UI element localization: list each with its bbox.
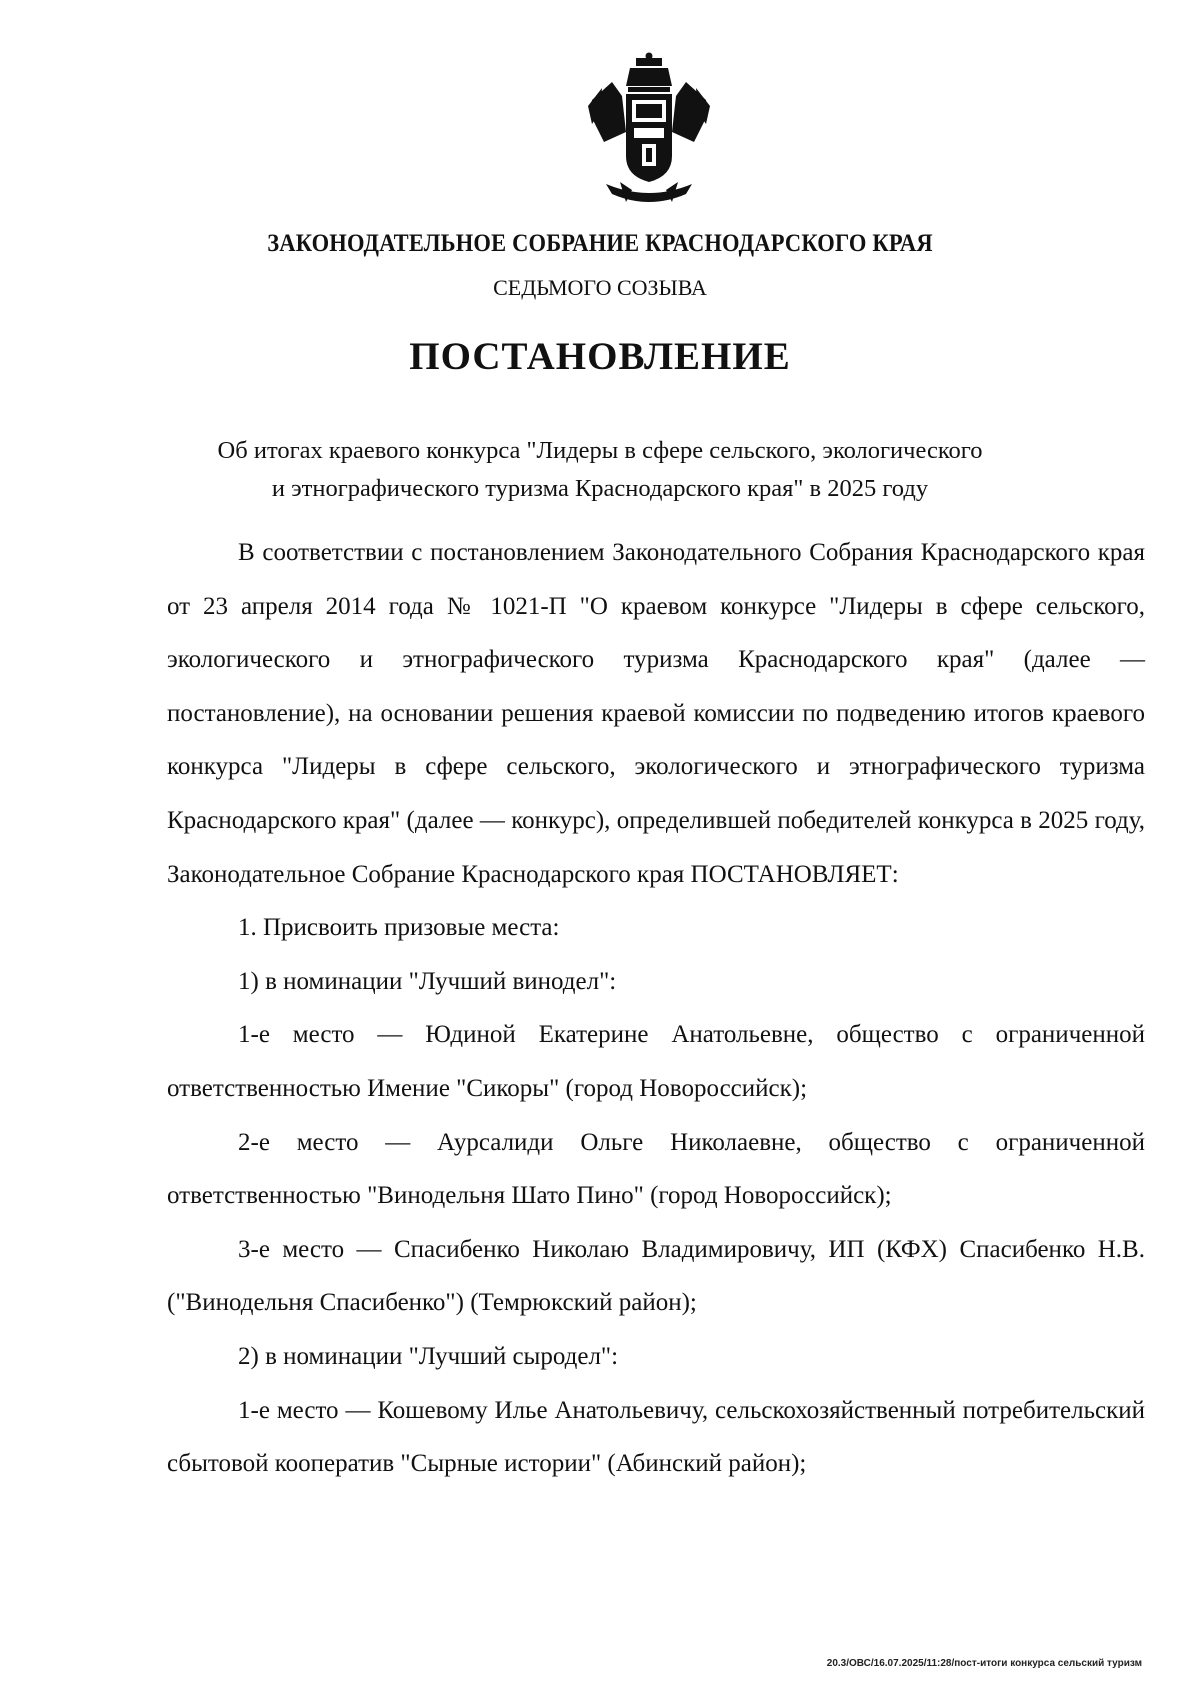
footer-file-reference: 20.3/ОВС/16.07.2025/11:28/пост-итоги конкурса сельский туризм <box>826 1658 1142 1669</box>
document-body <box>167 526 1145 1491</box>
nomination-2-place-1: 1-е место — Кошевому Илье Анатольевичу, сельскохозяйственный потребительский сбытовой кооператив "Сырные истории" (Абинский район); <box>167 1396 1145 1478</box>
krasnodar-coat-of-arms-icon <box>586 52 712 208</box>
organization-name: ЗАКОНОДАТЕЛЬНОЕ СОБРАНИЕ КРАСНОДАРСКОГО КРАЯ <box>267 230 933 257</box>
title-line-1: Об итогах краевого конкурса "Лидеры в сфере сельского, экологического <box>217 437 983 464</box>
preamble-paragraph: В соответствии с постановлением Законодательного Собрания Краснодарского края от 23 апреля 2014 года № 1021-П "О краевом конкурсе "Лидеры в сфере сельского, экологического и этнографического туризма Краснодарского края" (далее — постановление), на основании решения краевой комиссии по подведению итогов краевого конкурса "Лидеры в сфере сельского, экологического и этнографического туризма Краснодарского края" (далее — конкурс), определившей победителей конкурса в 2025 году, Законодательное Собрание Краснодарского края ПОСТАНОВЛЯЕТ: <box>167 539 1145 888</box>
title-line-2: и этнографического туризма Краснодарского края" в 2025 году <box>271 475 929 502</box>
nomination-heading-2: 2) в номинации "Лучший сыродел": <box>238 1342 619 1370</box>
convocation: СЕДЬМОГО СОЗЫВА <box>493 275 707 300</box>
nomination-heading-1: 1) в номинации "Лучший винодел": <box>238 967 617 995</box>
nomination-1-place-2: 2-е место — Аурсалиди Ольге Николаевне, общество с ограниченной ответственностью "Винодельня Шато Пино" (город Новороссийск); <box>167 1128 1145 1210</box>
nomination-1-place-1: 1-е место — Юдиной Екатерине Анатольевне, общество с ограниченной ответственностью Имение "Сикоры" (город Новороссийск); <box>167 1021 1145 1102</box>
document-title <box>150 432 1050 508</box>
document-type-heading: ПОСТАНОВЛЕНИЕ <box>409 335 791 378</box>
clause-1: 1. Присвоить призовые места: <box>238 914 560 942</box>
nomination-1-place-3: 3-е место — Спасибенко Николаю Владимировичу, ИП (КФХ) Спасибенко Н.В. ("Винодельня Спасибенко") (Темрюкский район); <box>167 1235 1145 1317</box>
